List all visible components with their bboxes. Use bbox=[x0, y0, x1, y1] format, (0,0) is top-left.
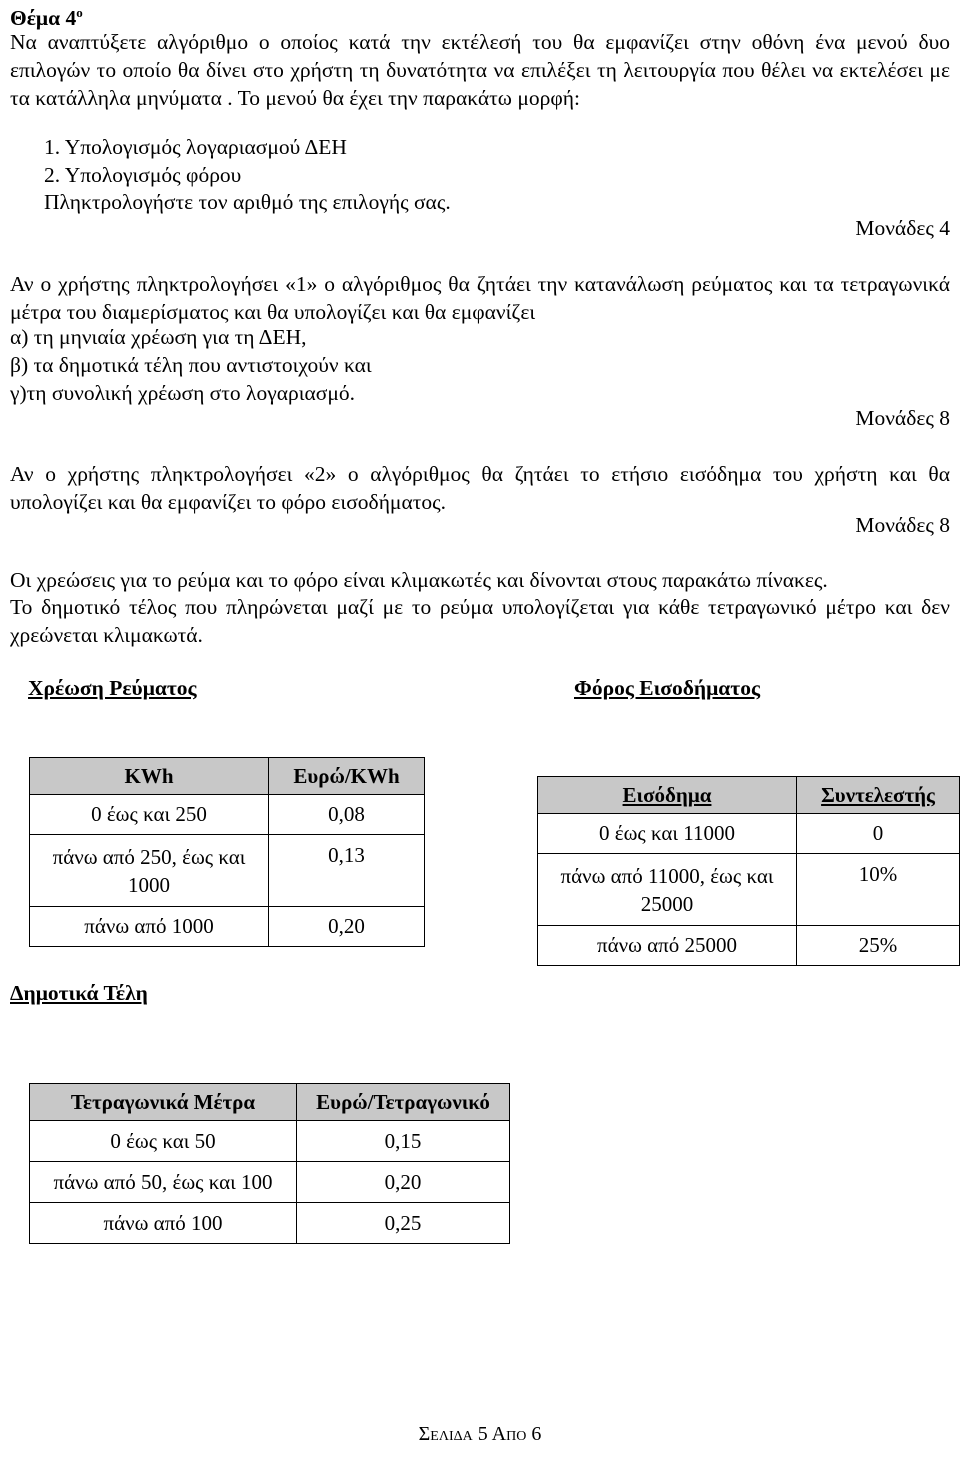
intro-paragraph: Να αναπτύξετε αλγόριθμο ο οποίος κατά την εκτέλεσή του θα εμφανίζει στην οθόνη ένα μενού δυο επιλογών το οποίο θα δίνει στο χρήστη τη δυνατότητα να επιλέξει τη λειτουργία που θέλει να εκτελέσει με τα κατάλληλα μηνύματα . Το μενού θα έχει την παρακάτω μορφή: bbox=[10, 30, 950, 110]
cell: 0,15 bbox=[297, 1121, 510, 1162]
menu-item-1: 1. Υπολογισμός λογαριασμού ΔΕΗ bbox=[44, 135, 347, 159]
cell: 0,20 bbox=[297, 1162, 510, 1203]
points-3: Μονάδες 8 bbox=[855, 513, 950, 537]
cell: 0 bbox=[797, 814, 960, 854]
cell: πάνω από 250, έως και 1000 bbox=[30, 835, 269, 907]
note-1: Οι χρεώσεις για το ρεύμα και το φόρο είναι κλιμακωτές και δίνονται στους παρακάτω πίνακες. bbox=[10, 568, 828, 592]
tax-table bbox=[537, 776, 960, 966]
cell: πάνω από 11000, έως και 25000 bbox=[538, 854, 797, 926]
municipal-table bbox=[29, 1083, 510, 1244]
cell: 0 έως και 50 bbox=[30, 1121, 297, 1162]
tax-header-rate: Συντελεστής bbox=[797, 777, 960, 814]
table-row bbox=[538, 926, 960, 966]
electricity-header-kwh: KWh bbox=[30, 758, 269, 795]
table-row bbox=[538, 814, 960, 854]
page-footer: Σελιδα 5 Απο 6 bbox=[418, 1423, 542, 1445]
table-row bbox=[30, 795, 425, 835]
option1-a: α) τη μηνιαία χρέωση για τη ΔΕΗ, bbox=[10, 325, 307, 349]
page-title bbox=[10, 0, 83, 31]
cell: πάνω από 25000 bbox=[538, 926, 797, 966]
cell: 0,08 bbox=[269, 795, 425, 835]
table-row bbox=[538, 854, 960, 926]
title-text: Θέμα 4 bbox=[10, 6, 77, 30]
menu-prompt: Πληκτρολογήστε τον αριθμό της επιλογής σας. bbox=[44, 190, 451, 214]
electricity-table bbox=[29, 757, 425, 947]
cell: 0,20 bbox=[269, 907, 425, 947]
cell: 0 έως και 11000 bbox=[538, 814, 797, 854]
table-row bbox=[30, 907, 425, 947]
table-row bbox=[30, 835, 425, 907]
cell: πάνω από 1000 bbox=[30, 907, 269, 947]
menu-item-2: 2. Υπολογισμός φόρου bbox=[44, 163, 242, 187]
option2-paragraph: Αν ο χρήστης πληκτρολογήσει «2» ο αλγόριθμος θα ζητάει το ετήσιο εισόδημα του χρήστη και θα υπολογίζει και θα εμφανίζει το φόρο εισοδήματος. bbox=[10, 462, 950, 514]
tax-header-income: Εισόδημα bbox=[538, 777, 797, 814]
municipal-header-area: Τετραγωνικά Μέτρα bbox=[30, 1084, 297, 1121]
cell: 0,25 bbox=[297, 1203, 510, 1244]
municipal-header-rate: Ευρώ/Τετραγωνικό bbox=[297, 1084, 510, 1121]
option1-b: β) τα δημοτικά τέλη που αντιστοιχούν και bbox=[10, 353, 372, 377]
electricity-heading: Χρέωση Ρεύματος bbox=[28, 676, 197, 700]
electricity-header-rate: Ευρώ/KWh bbox=[269, 758, 425, 795]
table-row bbox=[30, 1162, 510, 1203]
cell: πάνω από 100 bbox=[30, 1203, 297, 1244]
points-1: Μονάδες 4 bbox=[855, 216, 950, 240]
cell: 0,13 bbox=[269, 835, 425, 907]
table-row bbox=[30, 1121, 510, 1162]
option1-c: γ)τη συνολική χρέωση στο λογαριασμό. bbox=[10, 381, 355, 405]
option1-paragraph: Αν ο χρήστης πληκτρολογήσει «1» ο αλγόριθμος θα ζητάει την κατανάλωση ρεύματος και τα τετραγωνικά μέτρα του διαμερίσματος και θα υπολογίζει και θα εμφανίζει bbox=[10, 272, 950, 324]
points-2: Μονάδες 8 bbox=[855, 406, 950, 430]
municipal-heading: Δημοτικά Τέλη bbox=[10, 981, 148, 1005]
cell: 0 έως και 250 bbox=[30, 795, 269, 835]
tax-heading: Φόρος Εισοδήματος bbox=[574, 676, 761, 700]
cell: πάνω από 50, έως και 100 bbox=[30, 1162, 297, 1203]
cell: 10% bbox=[797, 854, 960, 926]
title-superscript: ο bbox=[76, 5, 83, 20]
table-row bbox=[30, 1203, 510, 1244]
cell: 25% bbox=[797, 926, 960, 966]
note-2: Το δημοτικό τέλος που πληρώνεται μαζί με το ρεύμα υπολογίζεται για κάθε τετραγωνικό μέτρο και δεν χρεώνεται κλιμακωτά. bbox=[10, 595, 950, 647]
